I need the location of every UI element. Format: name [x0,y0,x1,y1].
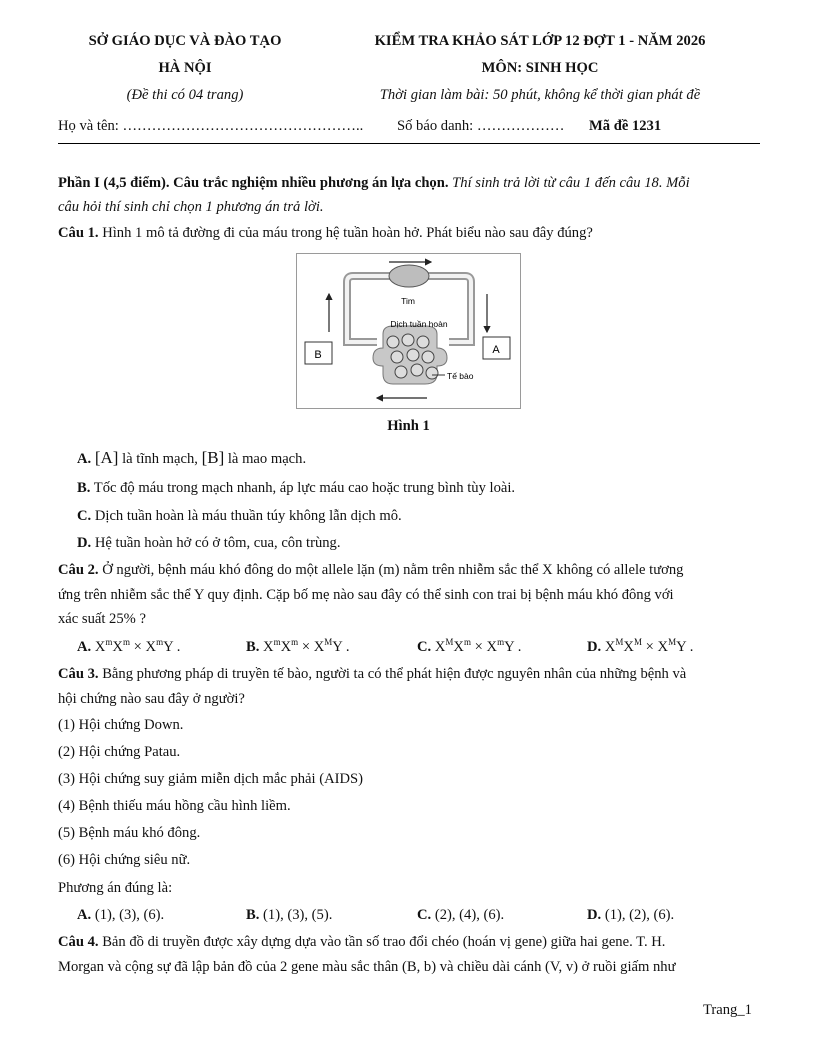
q2-d-t4: Y . [676,639,694,655]
q2-a-s3: m [156,637,164,648]
q3-option-b-letter: B. [246,907,260,923]
box-b-label: B [314,349,322,361]
question-1-text: Hình 1 mô tả đường đi của máu trong hệ tuần hoàn hở. Phát biểu nào sau đây đúng? [102,225,593,241]
q3-option-b [246,907,332,924]
q1-option-b-text: Tốc độ máu trong mạch nhanh, áp lực máu cao hoặc trung bình tùy loài. [93,480,516,496]
question-3 [58,666,686,683]
exam-title: KIỂM TRA KHẢO SÁT LỚP 12 ĐỢT 1 - NĂM 2026 [374,33,706,49]
q2-d-t3: × X [641,639,669,655]
q2-b-t2: X [280,639,292,655]
q1-option-d-letter: D. [77,535,92,551]
question-1 [58,225,593,242]
student-id-field: Số báo danh: ……………… [397,118,565,134]
q2-c-t1: X [434,639,446,655]
subject-name: MÔN: SINH HỌC [481,60,599,76]
q2-a-t2: X [112,639,123,655]
heart-label: Tim [401,296,415,306]
question-3-text-2: hội chứng nào sau đây ở người? [58,691,245,707]
question-1-label: Câu 1. [58,225,99,241]
q3-option-a [77,907,164,924]
q2-b-t3: × X [298,639,325,655]
q1-option-c-text: Dịch tuần hoàn là máu thuần túy không lẫn dịch mô. [94,508,402,524]
question-4 [58,934,665,951]
box-b-ref: [B] [201,448,225,467]
q2-b-s2: m [291,637,299,648]
q2-c-s3: m [497,637,505,648]
q1-option-a-text1: là tĩnh mạch, [118,451,202,467]
question-2-text-2: ứng trên nhiễm sắc thể Y quy định. Cặp bố mẹ nào sau đây có thể sinh con trai bị bệnh máu khó đông với [58,587,674,603]
part1-instruction-cont: câu hỏi thí sinh chỉ chọn 1 phương án trả lời. [58,199,324,215]
q3-option-d-letter: D. [587,907,602,923]
question-3-text-1: Bằng phương pháp di truyền tế bào, người ta có thể phát hiện được nguyên nhân của những bệnh và [102,666,687,682]
q3-option-a-letter: A. [77,907,92,923]
q2-b-s3: M [324,637,333,648]
q2-b-t4: Y . [332,639,350,655]
question-2 [58,562,683,579]
cell [411,364,423,376]
q2-c-s2: m [463,637,471,648]
q2-option-b-letter: B. [246,639,260,655]
figure-caption: Hình 1 [387,418,430,434]
q2-d-s3: M [668,637,677,648]
q2-c-s1: M [445,637,454,648]
q1-option-a-text2: là mao mạch. [224,451,307,467]
q2-a-s2: m [122,637,130,648]
q3-option-c-text: (2), (4), (6). [434,907,505,923]
q2-option-c [417,639,521,656]
question-4-label: Câu 4. [58,934,99,950]
page-number: Trang_1 [703,1002,752,1018]
q2-option-d [587,639,693,656]
q3-answer-prompt: Phương án đúng là: [58,880,173,896]
q2-option-b [246,639,350,656]
header-divider [58,143,760,144]
q2-b-s1: m [273,637,281,648]
q1-option-d-text: Hệ tuần hoàn hở có ở tôm, cua, côn trùng. [94,535,341,551]
q1-option-c-letter: C. [77,508,92,524]
question-3-label: Câu 3. [58,666,99,682]
q2-d-t2: X [623,639,634,655]
q2-c-t3: × X [470,639,498,655]
q1-option-d [77,535,341,552]
q3-option-d [587,907,674,924]
question-4-text-1: Bản đồ di truyền được xây dựng dựa vào tần số trao đổi chéo (hoán vị gene) giữa hai gene. T. H. [102,934,666,950]
q2-option-d-letter: D. [587,639,602,655]
heart-shape [389,265,429,287]
q3-item: (6) Hội chứng siêu nữ. [58,852,191,868]
q3-item: (1) Hội chứng Down. [58,717,184,733]
q1-option-b-letter: B. [77,480,91,496]
page-count-note: (Đề thi có 04 trang) [126,87,244,103]
q3-option-c-letter: C. [417,907,432,923]
q2-a-t1: X [94,639,106,655]
part1-title: Phần I (4,5 điểm). Câu trắc nghiệm nhiều phương án lựa chọn. [58,175,449,191]
cell [395,366,407,378]
cell [407,349,419,361]
q3-item: (4) Bệnh thiếu máu hồng cầu hình liềm. [58,798,291,814]
question-2-label: Câu 2. [58,562,99,578]
q2-c-t2: X [453,639,464,655]
q3-item: (2) Hội chứng Patau. [58,744,181,760]
circulation-diagram [297,254,520,408]
question-2-text-1: Ở người, bệnh máu khó đông do một allele lặn (m) nằm trên nhiễm sắc thể X không có allele tương [102,562,684,578]
q2-option-a-letter: A. [77,639,92,655]
student-name-field: Họ và tên: ………………………………………….. [58,118,364,134]
exam-code: Mã đề 1231 [589,118,662,134]
q3-option-b-text: (1), (3), (5). [263,907,333,923]
cell [426,367,438,379]
cell [402,334,414,346]
time-limit: Thời gian làm bài: 50 phút, không kể thời gian phát đề [379,87,701,103]
question-2-text-3: xác suất 25% ? [58,611,146,627]
q2-d-s2: M [633,637,642,648]
part1-instruction: Thí sinh trả lời từ câu 1 đến câu 18. Mỗi [452,175,690,191]
q2-a-t3: × X [129,639,157,655]
q1-option-c [77,508,402,525]
q1-option-b [77,480,515,497]
department-name: SỞ GIÁO DỤC VÀ ĐÀO TẠO [88,33,282,49]
department-city: HÀ NỘI [158,60,212,76]
cell [387,336,399,348]
q2-a-t4: Y . [163,639,181,655]
box-a-ref: [A] [94,448,119,467]
q3-item: (5) Bệnh máu khó đông. [58,825,201,841]
q2-option-c-letter: C. [417,639,432,655]
q3-option-c [417,907,504,924]
question-4-text-2: Morgan và cộng sự đã lập bản đồ của 2 gene màu sắc thân (B, b) và chiều dài cánh (V, v) ở ruồi giấm như [58,959,676,975]
q3-item: (3) Hội chứng suy giảm miễn dịch mắc phải (AIDS) [58,771,363,787]
cell-label: Tế bào [447,371,474,381]
q2-b-t1: X [263,639,274,655]
cell [417,336,429,348]
q1-option-a-letter: A. [77,451,92,467]
q3-option-a-text: (1), (3), (6). [94,907,165,923]
q2-d-s1: M [615,637,624,648]
q3-option-d-text: (1), (2), (6). [604,907,675,923]
fluid-label: Dịch tuần hoàn [390,319,448,329]
q2-c-t4: Y . [504,639,522,655]
q2-a-s1: m [105,637,113,648]
q1-option-a [77,448,306,468]
circulation-figure [296,253,521,409]
box-a-label: A [492,344,500,356]
q2-d-t1: X [604,639,616,655]
part1-heading [58,175,760,192]
cell [391,351,403,363]
q2-option-a [77,639,180,656]
cell [422,351,434,363]
